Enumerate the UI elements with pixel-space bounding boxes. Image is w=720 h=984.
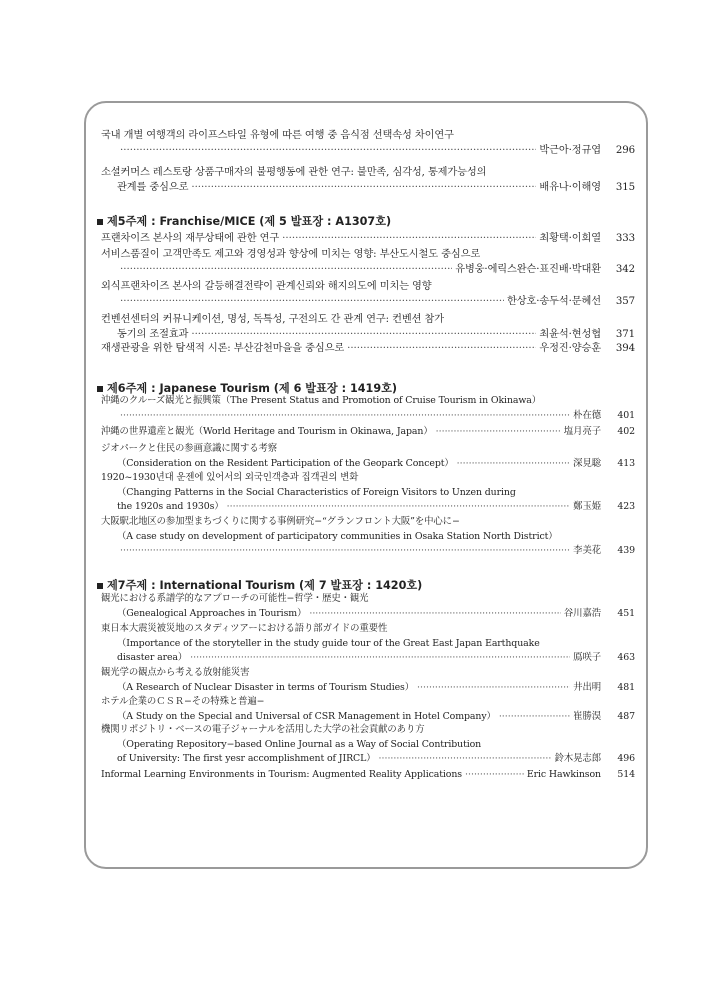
entry-title-text: disaster area） — [117, 652, 188, 663]
entry-page-number: 394 — [615, 343, 635, 354]
entry-page-number: 401 — [617, 409, 635, 421]
entry-line — [101, 530, 635, 545]
toc-entry — [101, 442, 635, 471]
section-title: 제5주제 : Franchise/MICE (제 5 발표장 : A1307호) — [107, 215, 392, 228]
entry-title-text: 大阪駅北地区の参加型まちづくりに関する事例研究−“グランフロント大阪”を中心に− — [101, 516, 460, 527]
entry-title-text: ジオパークと住民の参画意識に関する考察 — [101, 443, 278, 454]
toc-entry — [101, 768, 635, 783]
dot-leader — [120, 262, 452, 277]
dot-leader — [417, 681, 570, 696]
entry-line — [101, 471, 635, 486]
entry-title-text: 沖縄のクルーズ観光と振興策（The Present Status and Promotion of Cruise Tourism in Okinawa） — [101, 395, 542, 406]
toc-entry — [101, 471, 635, 515]
entry-line — [101, 768, 635, 783]
entry-line — [101, 425, 635, 440]
toc-entry — [101, 425, 635, 440]
entry-line — [101, 180, 635, 195]
entry-title-text: （Consideration on the Resident Participation of the Geopark Concept） — [117, 457, 454, 469]
entry-line — [101, 165, 635, 180]
square-bullet-icon — [97, 219, 103, 225]
entry-line — [101, 486, 635, 501]
entry-title-text: Informal Learning Environments in Tourism: Augmented Reality Applications — [101, 769, 462, 780]
entry-line — [101, 128, 635, 143]
entry-authors: 우정진·양승훈 — [539, 343, 601, 354]
entry-line — [101, 294, 635, 309]
entry-page-number: 315 — [615, 182, 635, 193]
entry-title-text: 컨벤션센터의 커뮤니케이션, 명성, 독특성, 구전의도 간 관계 연구: 컨벤션 참가 — [101, 314, 444, 325]
entry-title-text: （A case study on development of participatory communities in Osaka Station North District） — [117, 530, 558, 542]
entry-title-text: （Importance of the storyteller in the study guide tour of the Great East Japan Earthquake — [117, 637, 540, 649]
toc-entry — [101, 312, 635, 342]
entry-line — [101, 409, 635, 424]
square-bullet-icon — [97, 386, 103, 392]
entry-authors: 深見聡 — [573, 457, 601, 469]
entry-line — [101, 544, 635, 559]
entry-title-text: 동기의 조절효과 — [117, 329, 189, 340]
toc-entry — [101, 592, 635, 621]
dot-leader — [120, 544, 570, 559]
entry-authors: 鳫咲子 — [573, 652, 601, 663]
entry-page-number: 423 — [617, 501, 635, 512]
dot-leader — [436, 425, 561, 440]
entry-title-text: of University: The first yesr accomplishment of JIRCL） — [117, 753, 376, 764]
toc-entry — [101, 622, 635, 666]
entry-page-number: 333 — [615, 233, 635, 244]
entry-authors: 鈴木晃志郎 — [554, 753, 601, 764]
dot-leader — [191, 327, 536, 342]
entry-authors: 박근아·정규엽 — [539, 145, 601, 156]
entry-authors: 崔勝淏 — [573, 710, 601, 722]
entry-title-text: ホテル企業のＣＳＲ−その特殊と普遍− — [101, 696, 265, 707]
entry-authors: 한상호·송두석·문혜선 — [507, 296, 601, 307]
entry-authors: Eric Hawkinson — [526, 769, 601, 780]
entry-title-text: （Operating Repository−based Online Journal as a Way of Social Contribution — [117, 738, 482, 750]
entry-line — [101, 710, 635, 725]
entry-line — [101, 607, 635, 622]
entry-title-text: （Changing Patterns in the Social Characteristics of Foreign Visitors to Unzen during — [117, 486, 516, 498]
entry-authors: 塩月亮子 — [563, 426, 601, 437]
entry-line — [101, 247, 635, 262]
entry-page-number: 371 — [615, 329, 635, 340]
dot-leader — [191, 180, 536, 195]
entry-title-text: 소셜커머스 레스토랑 상품구매자의 불평행동에 관한 연구: 불만족, 심각성, 통제가능성의 — [101, 167, 487, 178]
toc-entry — [101, 231, 635, 246]
entry-line — [101, 279, 635, 294]
entry-authors: 최황택·이희열 — [539, 233, 601, 244]
entry-line — [101, 442, 635, 457]
dot-leader — [190, 651, 570, 666]
entry-authors: 朴在德 — [573, 409, 601, 421]
entry-title-text: 1920~1930년대 운젠에 있어서의 외국인객층과 집객권의 변화 — [101, 472, 359, 483]
entry-line — [101, 262, 635, 277]
entry-page-number: 439 — [617, 545, 635, 556]
dot-leader — [120, 409, 570, 424]
entry-page-number: 514 — [617, 769, 635, 780]
toc-entry — [101, 394, 635, 423]
entry-title-text: 서비스품질이 고객만족도 제고와 경영성과 향상에 미치는 영향: 부산도시철도 중심으로 — [101, 249, 481, 260]
entry-page-number: 487 — [617, 710, 635, 722]
entry-authors: 최윤석·현성협 — [539, 329, 601, 340]
dot-leader — [282, 231, 536, 246]
entry-page-number: 402 — [617, 426, 635, 437]
entry-authors: 배유나·이해영 — [539, 182, 601, 193]
entry-line — [101, 723, 635, 738]
entry-line — [101, 231, 635, 246]
entry-authors: 鄭玉姫 — [573, 501, 601, 512]
dot-leader — [120, 143, 536, 158]
toc-entry — [101, 695, 635, 724]
entry-line — [101, 681, 635, 696]
entry-line — [101, 143, 635, 158]
section-title: 제7주제 : International Tourism (제 7 발표장 : 1420호) — [107, 579, 423, 592]
entry-title-text: 観光における系譜学的なアプローチの可能性−哲学・歴史・観光 — [101, 593, 369, 604]
entry-title-text: 국내 개별 여행객의 라이프스타일 유형에 따른 여행 중 음식점 선택속성 차이연구 — [101, 130, 454, 141]
toc-entry — [101, 128, 635, 158]
entry-title-text: 프랜차이즈 본사의 재무상태에 관한 연구 — [101, 233, 280, 244]
entry-page-number: 296 — [615, 145, 635, 156]
toc-entry — [101, 279, 635, 309]
entry-line — [101, 327, 635, 342]
toc-entry — [101, 515, 635, 559]
toc-entry — [101, 247, 635, 277]
entry-authors: 유병웅·에릭스완슨·표진배·박대환 — [455, 264, 601, 275]
entry-title-text: 관계를 중심으로 — [117, 182, 189, 193]
entry-line — [101, 312, 635, 327]
entry-title-text: 沖縄の世界遺産と観光（World Heritage and Tourism in Okinawa, Japan） — [101, 426, 433, 437]
entry-line — [101, 622, 635, 637]
entry-page-number: 413 — [617, 457, 635, 469]
entry-title-text: （Genealogical Approaches in Tourism） — [117, 607, 307, 619]
entry-page-number: 481 — [617, 681, 635, 693]
entry-line — [101, 637, 635, 652]
entry-page-number: 357 — [615, 296, 635, 307]
toc-entry — [101, 341, 635, 356]
entry-line — [101, 666, 635, 681]
dot-leader — [457, 457, 571, 472]
section-title: 제6주제 : Japanese Tourism (제 6 발표장 : 1419호) — [107, 382, 398, 395]
entry-line — [101, 341, 635, 356]
toc-entry — [101, 666, 635, 695]
square-bullet-icon — [97, 583, 103, 589]
entry-line — [101, 500, 635, 515]
entry-authors: 谷川嘉浩 — [563, 607, 601, 619]
entry-line — [101, 394, 635, 409]
entry-line — [101, 592, 635, 607]
entry-page-number: 496 — [617, 753, 635, 764]
entry-title-text: （A Study on the Special and Universal of CSR Management in Hotel Company） — [117, 710, 496, 722]
dot-leader — [309, 607, 561, 622]
dot-leader — [465, 768, 524, 783]
dot-leader — [499, 710, 570, 725]
entry-line — [101, 695, 635, 710]
entry-line — [101, 515, 635, 530]
toc-entry — [101, 723, 635, 767]
entry-title-text: （A Research of Nuclear Disaster in terms of Tourism Studies） — [117, 681, 415, 693]
entry-title-text: 観光学の観点から考える放射能災害 — [101, 667, 250, 678]
dot-leader — [120, 294, 504, 309]
entry-title-text: 機関リポジトリ・ベースの電子ジャーナルを活用した大学の社会貢献のあり方 — [101, 724, 425, 735]
entry-line — [101, 738, 635, 753]
entry-title-text: 東日本大震災被災地のスタディツアーにおける語り部ガイドの重要性 — [101, 623, 388, 634]
entry-title-text: 재생관광을 위한 탐색적 시론: 부산감천마을을 중심으로 — [101, 343, 345, 354]
entry-line — [101, 457, 635, 472]
toc-entry — [101, 165, 635, 195]
dot-leader — [347, 341, 536, 356]
dot-leader — [379, 752, 552, 767]
entry-line — [101, 651, 635, 666]
entry-line — [101, 752, 635, 767]
entry-page-number: 342 — [615, 264, 635, 275]
entry-page-number: 451 — [617, 607, 635, 619]
section-heading — [101, 214, 391, 230]
entry-authors: 李美花 — [573, 545, 601, 556]
entry-page-number: 463 — [617, 652, 635, 663]
dot-leader — [227, 500, 571, 515]
entry-title-text: the 1920s and 1930s） — [117, 501, 224, 512]
entry-title-text: 외식프랜차이즈 본사의 갈등해결전략이 관계신뢰와 해지의도에 미치는 영향 — [101, 281, 432, 292]
entry-authors: 井出明 — [573, 681, 601, 693]
